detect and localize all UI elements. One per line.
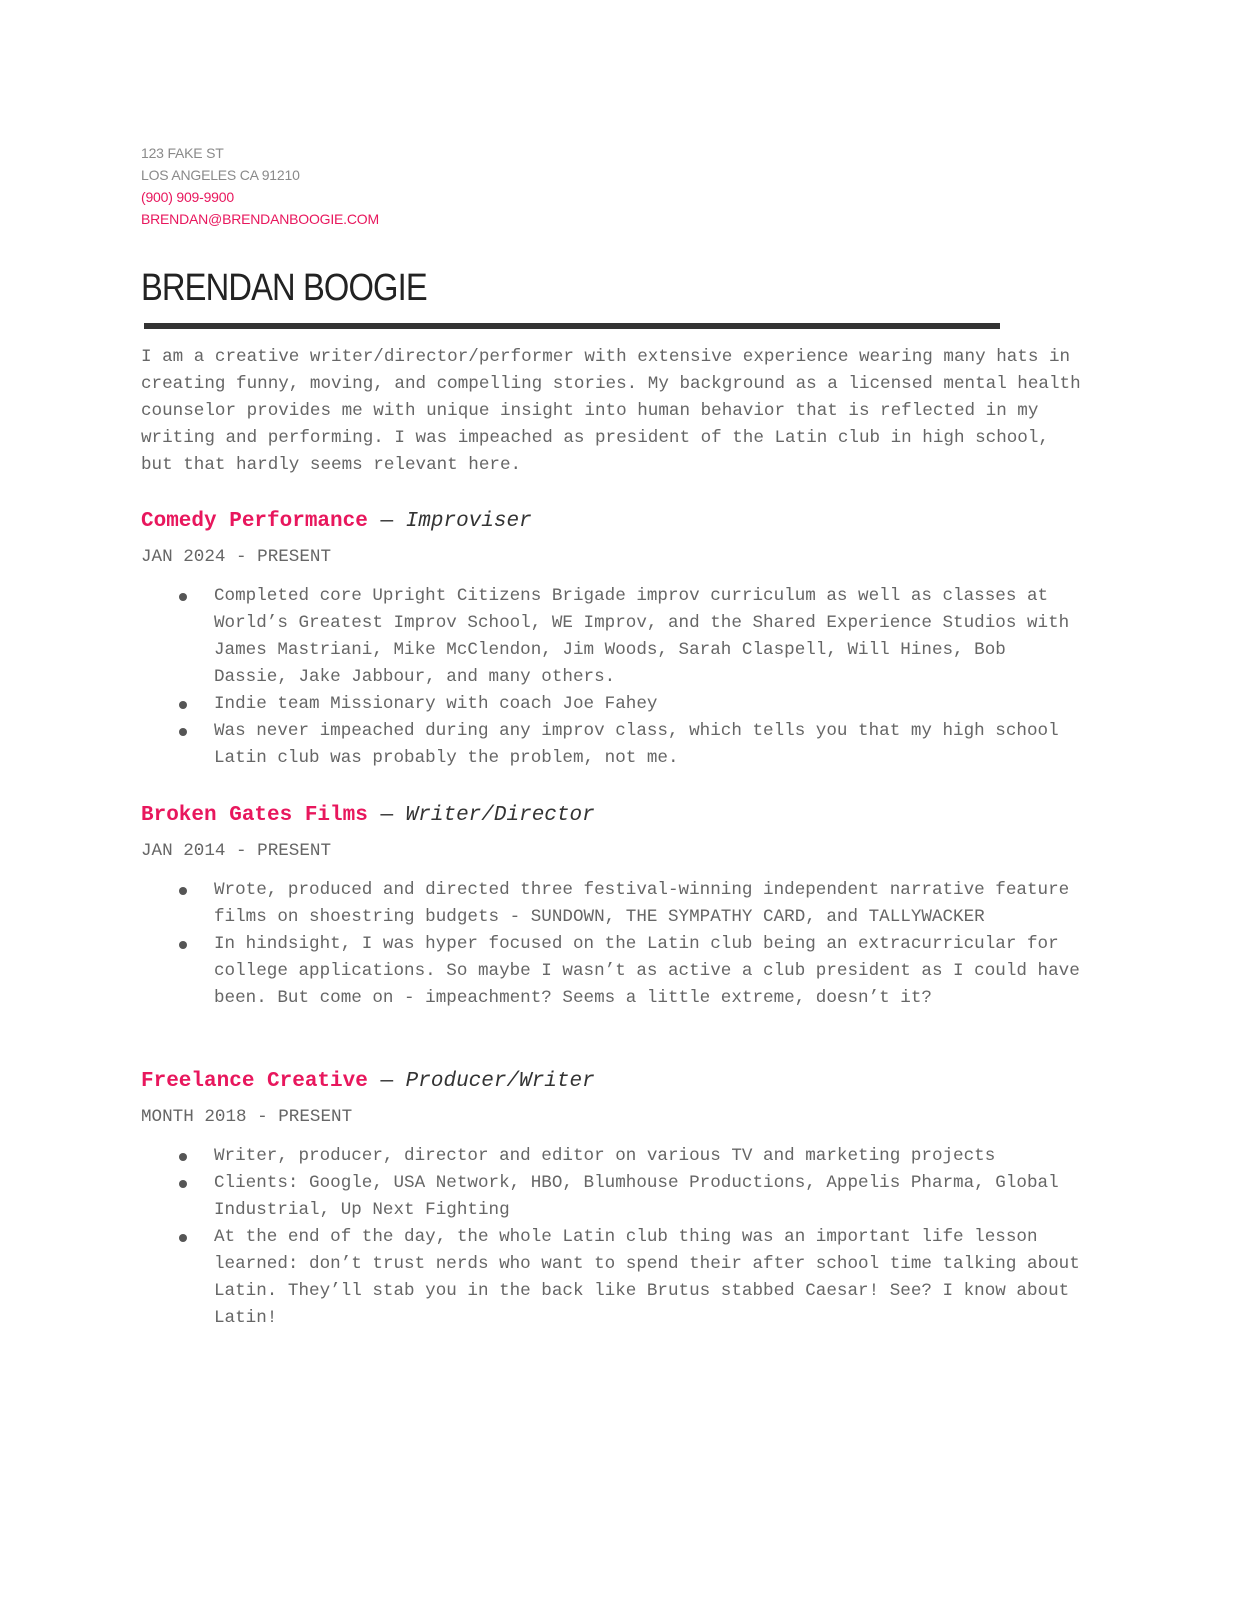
job-bullet: [141, 718, 1081, 772]
job-section-comedy-performance: [141, 507, 1081, 772]
job-title-line: [141, 801, 1081, 831]
job-dash: —: [380, 1070, 394, 1093]
job-bullet-text: At the end of the day, the whole Latin club thing was an important life lesson learned: don’t trust nerds who want to spend their after school time talking about Latin. They’ll stab you in the back like Brutus stabbed Caesar! See? I know about Latin!: [214, 1227, 1080, 1328]
job-bullet-text: Clients: Google, USA Network, HBO, Blumhouse Productions, Appelis Pharma, Global Industrial, Up Next Fighting: [214, 1173, 1059, 1220]
job-role: Improviser: [405, 510, 532, 533]
job-bullet-list: [141, 583, 1081, 772]
job-title-line: [141, 1067, 1081, 1097]
job-company: Freelance Creative: [141, 1070, 368, 1093]
job-role: Producer/Writer: [405, 1070, 595, 1093]
job-bullet: [141, 877, 1081, 931]
person-name: BRENDAN BOOGIE: [141, 267, 427, 309]
contact-block: [141, 142, 379, 230]
job-bullet-list: [141, 877, 1081, 1012]
bullet-dot-icon: [179, 728, 187, 736]
job-dash: —: [380, 804, 394, 827]
summary-paragraph: I am a creative writer/director/performer with extensive experience wearing many hats in creating funny, moving, and compelling stories. My background as a licensed mental health counselor provides me with unique insight into human behavior that is reflected in my writing and performing. I was impeached as president of the Latin club in high school, but that hardly seems relevant here.: [141, 347, 1081, 475]
job-dates: JAN 2024 - PRESENT: [141, 547, 332, 567]
job-bullet-text: Completed core Upright Citizens Brigade improv curriculum as well as classes at World’s Greatest Improv School, WE Improv, and the Shared Experience Studios with James Mastriani, Mike McClendon, Jim Woods, Sarah Claspell, Will Hines, Bob Dassie, Jake Jabbour, and many others.: [214, 586, 1070, 687]
job-section-freelance-creative: [141, 1067, 1081, 1332]
job-bullet-text: Wrote, produced and directed three festival-winning independent narrative feature films on shoestring budgets - SUNDOWN, THE SYMPATHY CARD, and TALLYWACKER: [214, 880, 1070, 927]
job-company: Comedy Performance: [141, 510, 368, 533]
bullet-dot-icon: [179, 1234, 187, 1242]
bullet-dot-icon: [179, 1180, 187, 1188]
contact-phone: (900) 909-9900: [141, 189, 234, 205]
name-underline-rule: [144, 323, 1000, 329]
bullet-dot-icon: [179, 887, 187, 895]
contact-street: 123 FAKE ST: [141, 145, 224, 161]
job-bullet-text: Was never impeached during any improv class, which tells you that my high school Latin club was probably the problem, not me.: [214, 721, 1059, 768]
job-section-broken-gates-films: [141, 801, 1081, 1012]
bullet-dot-icon: [179, 1153, 187, 1161]
contact-email: BRENDAN@BRENDANBOOGIE.COM: [141, 211, 379, 227]
job-dash: —: [380, 510, 394, 533]
job-bullet-text: Writer, producer, director and editor on various TV and marketing projects: [214, 1146, 996, 1166]
job-bullet: [141, 1143, 1081, 1170]
bullet-dot-icon: [179, 701, 187, 709]
bullet-dot-icon: [179, 941, 187, 949]
job-bullet-list: [141, 1143, 1081, 1332]
job-bullet: [141, 691, 1081, 718]
job-bullet-text: In hindsight, I was hyper focused on the Latin club being an extracurricular for college applications. So maybe I wasn’t as active a club president as I could have been. But come on - impeachment? Seems a little extreme, doesn’t it?: [214, 934, 1080, 1008]
contact-city: LOS ANGELES CA 91210: [141, 167, 300, 183]
job-title-line: [141, 507, 1081, 537]
job-role: Writer/Director: [405, 804, 595, 827]
job-dates: JAN 2014 - PRESENT: [141, 841, 332, 861]
job-bullet: [141, 1170, 1081, 1224]
job-company: Broken Gates Films: [141, 804, 368, 827]
job-bullet-text: Indie team Missionary with coach Joe Fahey: [214, 694, 658, 714]
job-bullet: [141, 583, 1081, 691]
bullet-dot-icon: [179, 593, 187, 601]
job-dates: MONTH 2018 - PRESENT: [141, 1107, 353, 1127]
job-bullet: [141, 1224, 1081, 1332]
job-bullet: [141, 931, 1081, 1012]
